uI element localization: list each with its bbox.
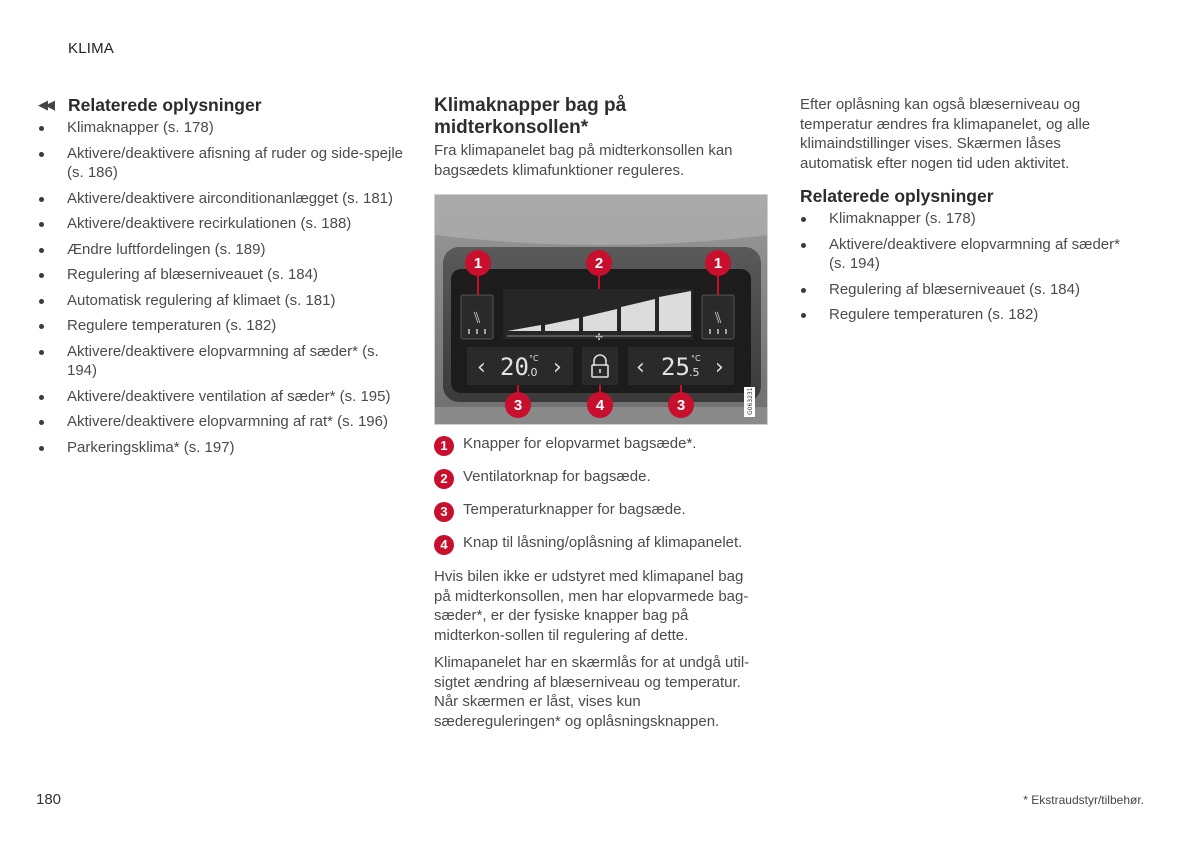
image-code: G063231 xyxy=(747,387,754,415)
chevron-left-icon: ‹ xyxy=(636,355,645,380)
list-item[interactable] xyxy=(800,209,1140,229)
bullet-icon xyxy=(801,243,806,248)
marker-3: 3 xyxy=(513,397,523,414)
list-item[interactable] xyxy=(38,412,408,432)
list-item-text: Aktivere/deaktivere elopvarmning af sæder* (s. 194) xyxy=(829,235,1120,272)
list-item-text: Parkeringsklima* (s. 197) xyxy=(67,438,235,456)
related-info-list xyxy=(38,118,408,457)
list-item[interactable] xyxy=(38,240,408,260)
list-item-text: Ændre luftfordelingen (s. 189) xyxy=(67,240,266,258)
chevron-right-icon: › xyxy=(715,355,724,380)
list-item-text: Regulere temperaturen (s. 182) xyxy=(829,306,1039,323)
bullet-icon xyxy=(39,126,44,131)
page-number: 180 xyxy=(36,791,62,808)
related-info-heading: Relaterede oplysninger xyxy=(800,186,994,206)
marker-1: 1 xyxy=(473,255,483,272)
callout-item xyxy=(434,500,769,519)
bullet-icon xyxy=(39,420,44,425)
svg-text:.5: .5 xyxy=(689,366,700,379)
section-title: KLIMA xyxy=(68,40,115,57)
related-info-list xyxy=(800,209,1140,325)
back-double-chevron-icon[interactable]: ◀◀ xyxy=(38,97,52,112)
bullet-icon xyxy=(39,350,44,355)
section-heading: Klimaknapper bag på midterkonsollen* xyxy=(434,95,627,138)
list-item[interactable] xyxy=(38,214,408,234)
list-item[interactable] xyxy=(800,280,1140,300)
seat-heater-icon[interactable] xyxy=(461,295,493,339)
bullet-icon xyxy=(39,299,44,304)
bullet-icon xyxy=(39,222,44,227)
callout-number: 2 xyxy=(434,469,454,489)
marker-2: 2 xyxy=(594,255,604,272)
chevron-right-icon: › xyxy=(553,355,562,380)
bullet-icon xyxy=(801,313,806,318)
climate-panel-svg xyxy=(435,195,768,425)
marker-4: 4 xyxy=(595,397,605,414)
chevron-left-icon: ‹ xyxy=(477,355,486,380)
list-item[interactable] xyxy=(38,342,408,381)
svg-text:25: 25 xyxy=(661,353,690,381)
svg-text:°C: °C xyxy=(529,354,539,363)
callout-item xyxy=(434,467,769,486)
unlock-paragraph: Efter oplåsning kan også blæserniveau og temperatur ændres fra klimapanelet, og alle klimaindstillinger vises. Skærmen låses automatisk efter nogen tid uden aktivitet. xyxy=(800,96,1091,172)
marker-1: 1 xyxy=(713,255,723,272)
list-item[interactable] xyxy=(38,118,408,138)
bullet-icon xyxy=(39,324,44,329)
callout-list xyxy=(434,434,769,552)
callouts-block xyxy=(434,434,769,566)
paragraph-2: Klimapanelet har en skærmlås for at undgå util-sigtet ændring af blæserniveau og temperatur. Når skærmen er låst, vises kun sædereguleringen* og oplåsningsknappen. xyxy=(434,654,750,730)
callout-text: Ventilatorknap for bagsæde. xyxy=(463,468,651,485)
list-item-text: Klimaknapper (s. 178) xyxy=(829,210,976,227)
list-item-text: Klimaknapper (s. 178) xyxy=(67,119,214,136)
svg-text:.0: .0 xyxy=(527,366,538,379)
seat-heater-icon[interactable] xyxy=(702,295,734,339)
list-item-text: Aktivere/deaktivere afisning af ruder og side-spejle (s. 186) xyxy=(67,144,404,181)
list-item[interactable] xyxy=(38,265,408,285)
list-item[interactable] xyxy=(38,387,408,407)
related-info-heading: Relaterede oplysninger xyxy=(68,95,262,115)
bullet-icon xyxy=(801,217,806,222)
footnote: * Ekstraudstyr/tilbehør. xyxy=(1023,793,1144,807)
intro-text: Fra klimapanelet bag på midterkonsollen kan bagsædets klimafunktioner reguleres. xyxy=(434,142,733,179)
callout-number: 3 xyxy=(434,502,454,522)
fan-level-display[interactable] xyxy=(503,289,693,343)
list-item-text: Regulere temperaturen (s. 182) xyxy=(67,317,277,334)
list-item-text: Aktivere/deaktivere elopvarmning af sæder* (s. 194) xyxy=(67,342,379,379)
paragraph-1: Hvis bilen ikke er udstyret med klimapanel bag på midterkonsollen, men har elopvarmede bag-sæder*, er der fysiske knapper bag på midterkon-sollen til regulering af dette. xyxy=(434,568,749,644)
svg-text:⑊: ⑊ xyxy=(472,308,482,327)
bullet-icon xyxy=(39,446,44,451)
bullet-icon xyxy=(39,152,44,157)
list-item[interactable] xyxy=(800,235,1140,274)
related-info-block-right xyxy=(800,186,1140,331)
climate-panel-illustration xyxy=(434,194,768,425)
callout-number: 4 xyxy=(434,535,454,555)
bullet-icon xyxy=(801,288,806,293)
list-item[interactable] xyxy=(38,316,408,336)
lock-icon[interactable] xyxy=(582,347,618,385)
list-item[interactable] xyxy=(800,305,1140,325)
bullet-icon xyxy=(39,197,44,202)
bullet-icon xyxy=(39,273,44,278)
list-item-text: Regulering af blæserniveauet (s. 184) xyxy=(829,280,1080,298)
list-item-text: Aktivere/deaktivere recirkulationen (s. 188) xyxy=(67,215,352,232)
list-item-text: Aktivere/deaktivere ventilation af sæder* (s. 195) xyxy=(67,387,391,405)
list-item-text: Aktivere/deaktivere airconditionanlægget (s. 181) xyxy=(67,189,394,207)
list-item[interactable] xyxy=(38,144,408,183)
list-item[interactable] xyxy=(38,438,408,458)
list-item[interactable] xyxy=(38,189,408,209)
bullet-icon xyxy=(39,248,44,253)
fan-icon: ✣ xyxy=(595,333,603,343)
list-item-text: Regulering af blæserniveauet (s. 184) xyxy=(67,266,318,283)
svg-text:°C: °C xyxy=(691,354,701,363)
callout-text: Knapper for elopvarmet bagsæde*. xyxy=(463,435,697,452)
svg-text:⑊: ⑊ xyxy=(713,308,723,327)
callout-text: Temperaturknapper for bagsæde. xyxy=(463,501,686,518)
marker-3: 3 xyxy=(676,397,686,414)
list-item[interactable] xyxy=(38,291,408,311)
list-item-text: Aktivere/deaktivere elopvarmning af rat* (s. 196) xyxy=(67,413,388,430)
callout-text: Knap til låsning/oplåsning af klimapanelet. xyxy=(463,534,743,551)
temperature-control-right[interactable] xyxy=(628,347,734,385)
callout-item xyxy=(434,434,769,453)
temperature-control-left[interactable] xyxy=(467,347,573,385)
bullet-icon xyxy=(39,395,44,400)
list-item-text: Automatisk regulering af klimaet (s. 181) xyxy=(67,291,336,309)
related-info-block xyxy=(68,95,408,463)
callout-item xyxy=(434,533,769,552)
svg-text:20: 20 xyxy=(500,353,529,381)
callout-number: 1 xyxy=(434,436,454,456)
